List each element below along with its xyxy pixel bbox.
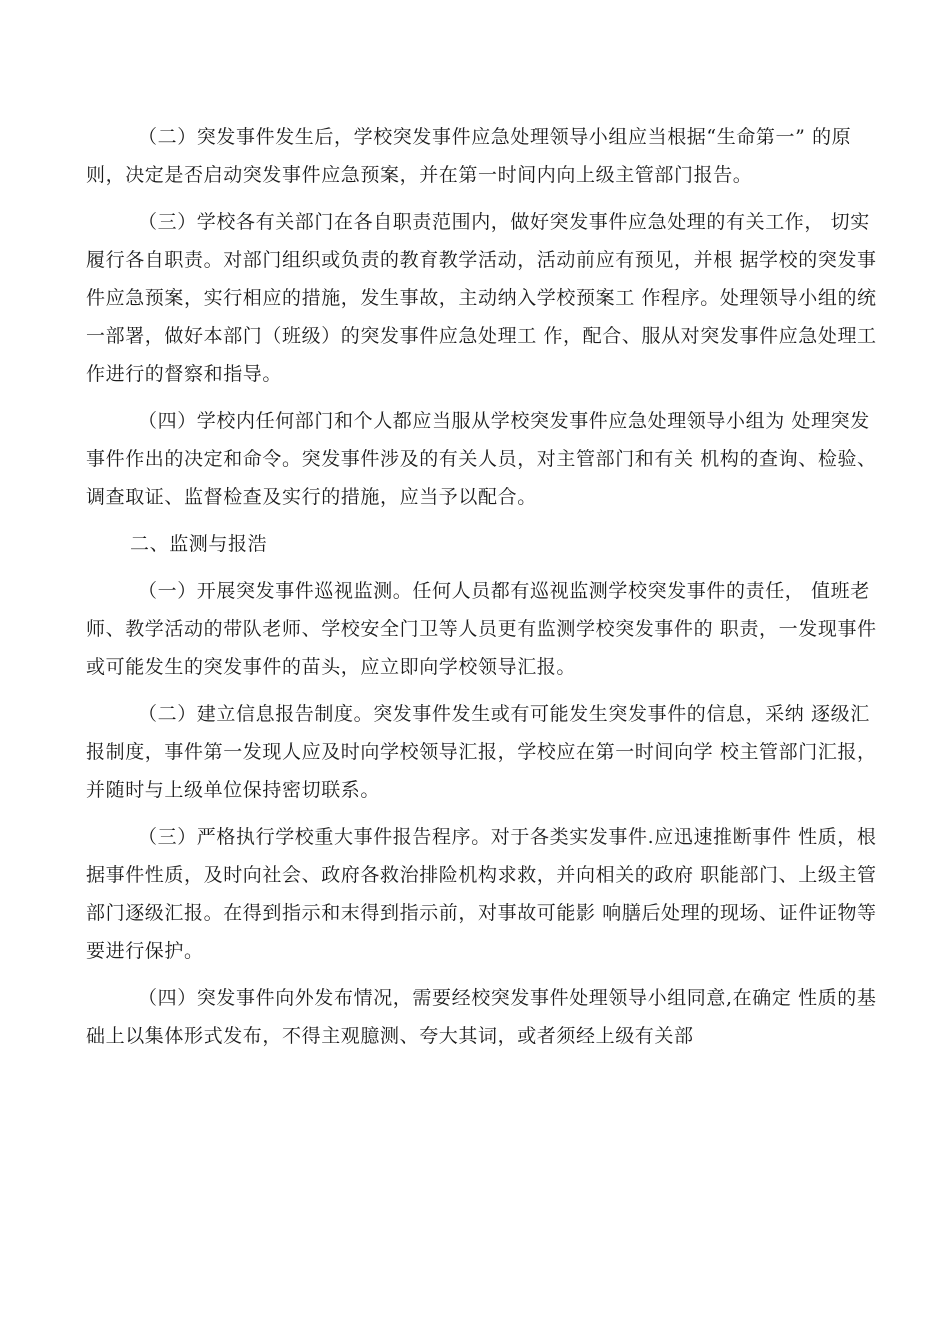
paragraph-monitor-1: （一）开展突发事件巡视监测。任何人员都有巡视监测学校突发事件的责任， 值班老师、教学活动的带队老师、学校安全门卫等人员更有监测学校突发事件的 职责，一发现事件或可能发生的突发事件的苗头，应立即向学校领导汇报。 bbox=[86, 580, 877, 678]
paragraph-2: （二）突发事件发生后，学校突发事件应急处理领导小组应当根据“生命第一” 的原则，决定是否启动突发事件应急预案，并在第一时间内向上级主管部门报告。 bbox=[86, 126, 852, 186]
paragraph-4: （四）学校内任何部门和个人都应当服从学校突发事件应急处理领导小组为 处理突发事件作出的决定和命令。突发事件涉及的有关人员，对主管部门和有关 机构的查询、检验、调查取证、监督检查及实行的措施，应当予以配合。 bbox=[86, 410, 877, 508]
document-body bbox=[86, 118, 886, 1064]
paragraph-monitor-2: （二）建立信息报告制度。突发事件发生或有可能发生突发事件的信息，采纳 逐级汇报制度，事件第一发现人应及时向学校领导汇报，学校应在第一时间向学 校主管部门汇报，并随时与上级单位保持密切联系。 bbox=[86, 703, 877, 801]
section-heading: 二、监测与报浩 bbox=[130, 533, 268, 555]
paragraph-3: （三）学校各有关部门在各自职责范围内，做好突发事件应急处理的有关工作， 切实履行各自职责。对部门组织或负责的教育教学活动，活动前应有预见，并根 据学校的突发事件应急预案，实行相应的措施，发生事故，主动纳入学校预案工 作程序。处理领导小组的统一部署，做好本部门（班级）的突发事件应急处理工 作，配合、服从对突发事件应急处理工作进行的督察和指导。 bbox=[86, 211, 877, 385]
paragraph-monitor-4: （四）突发事件向外发布情况，需要经校突发事件处理领导小组同意,在确定 性质的基础上以集体形式发布，不得主观臆测、夸大其词，或者须经上级有关部 bbox=[86, 987, 877, 1047]
paragraph-monitor-3: （三）严格执行学校重大事件报告程序。对于各类实发事件.应迅速推断事件 性质，根据事件性质，及时向社会、政府各救治排险机构求救，并向相关的政府 职能部门、上级主管部门逐级汇报。在得到指示和末得到指示前，对事故可能影 响膳后处理的现场、证件证物等要进行保护。 bbox=[86, 826, 877, 962]
